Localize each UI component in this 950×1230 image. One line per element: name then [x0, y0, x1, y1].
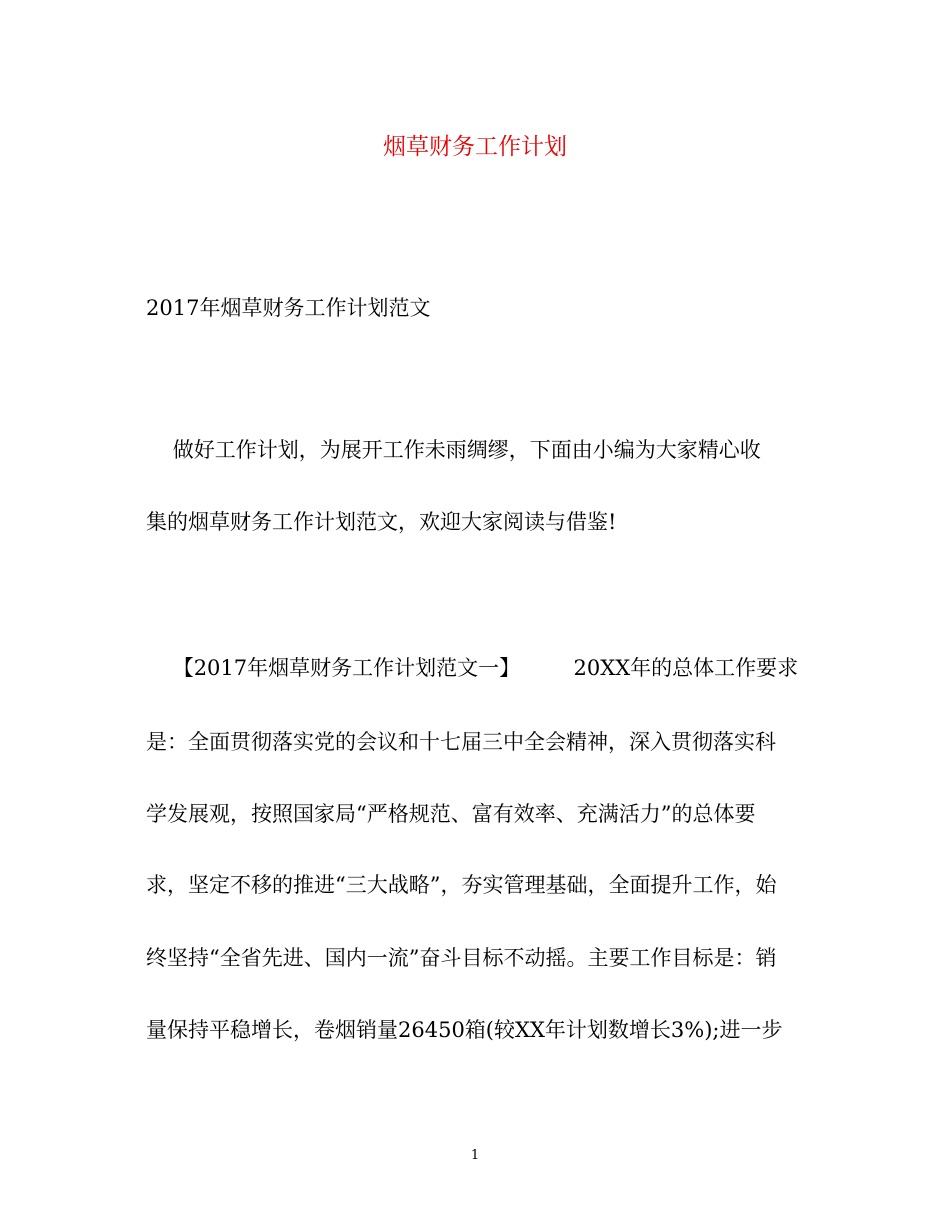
- document-title: 烟草财务工作计划: [383, 134, 567, 160]
- intro-line-2: 集的烟草财务工作计划范文，欢迎大家阅读与借鉴!: [146, 510, 617, 534]
- body-line-2: 是：全面贯彻落实党的会议和十七届三中全会精神，深入贯彻落实科: [146, 730, 776, 754]
- document-subtitle: 2017年烟草财务工作计划范文: [146, 296, 431, 320]
- body-line-6: 量保持平稳增长，卷烟销量26450箱(较XX年计划数增长3%);进一步: [146, 1018, 783, 1042]
- body-line-3: 学发展观，按照国家局“严格规范、富有效率、充满活力”的总体要: [146, 802, 756, 826]
- intro-line-1: 做好工作计划，为展开工作未雨绸缪，下面由小编为大家精心收: [146, 438, 761, 462]
- body-line-1: 【2017年烟草财务工作计划范文一】 20XX年的总体工作要求: [146, 656, 799, 680]
- body-line-4: 求，坚定不移的推进“三大战略”，夯实管理基础，全面提升工作，始: [146, 873, 777, 897]
- body-line-5: 终坚持“全省先进、国内一流”奋斗目标不动摇。主要工作目标是：销: [146, 946, 777, 970]
- page-number: 1: [470, 1148, 480, 1163]
